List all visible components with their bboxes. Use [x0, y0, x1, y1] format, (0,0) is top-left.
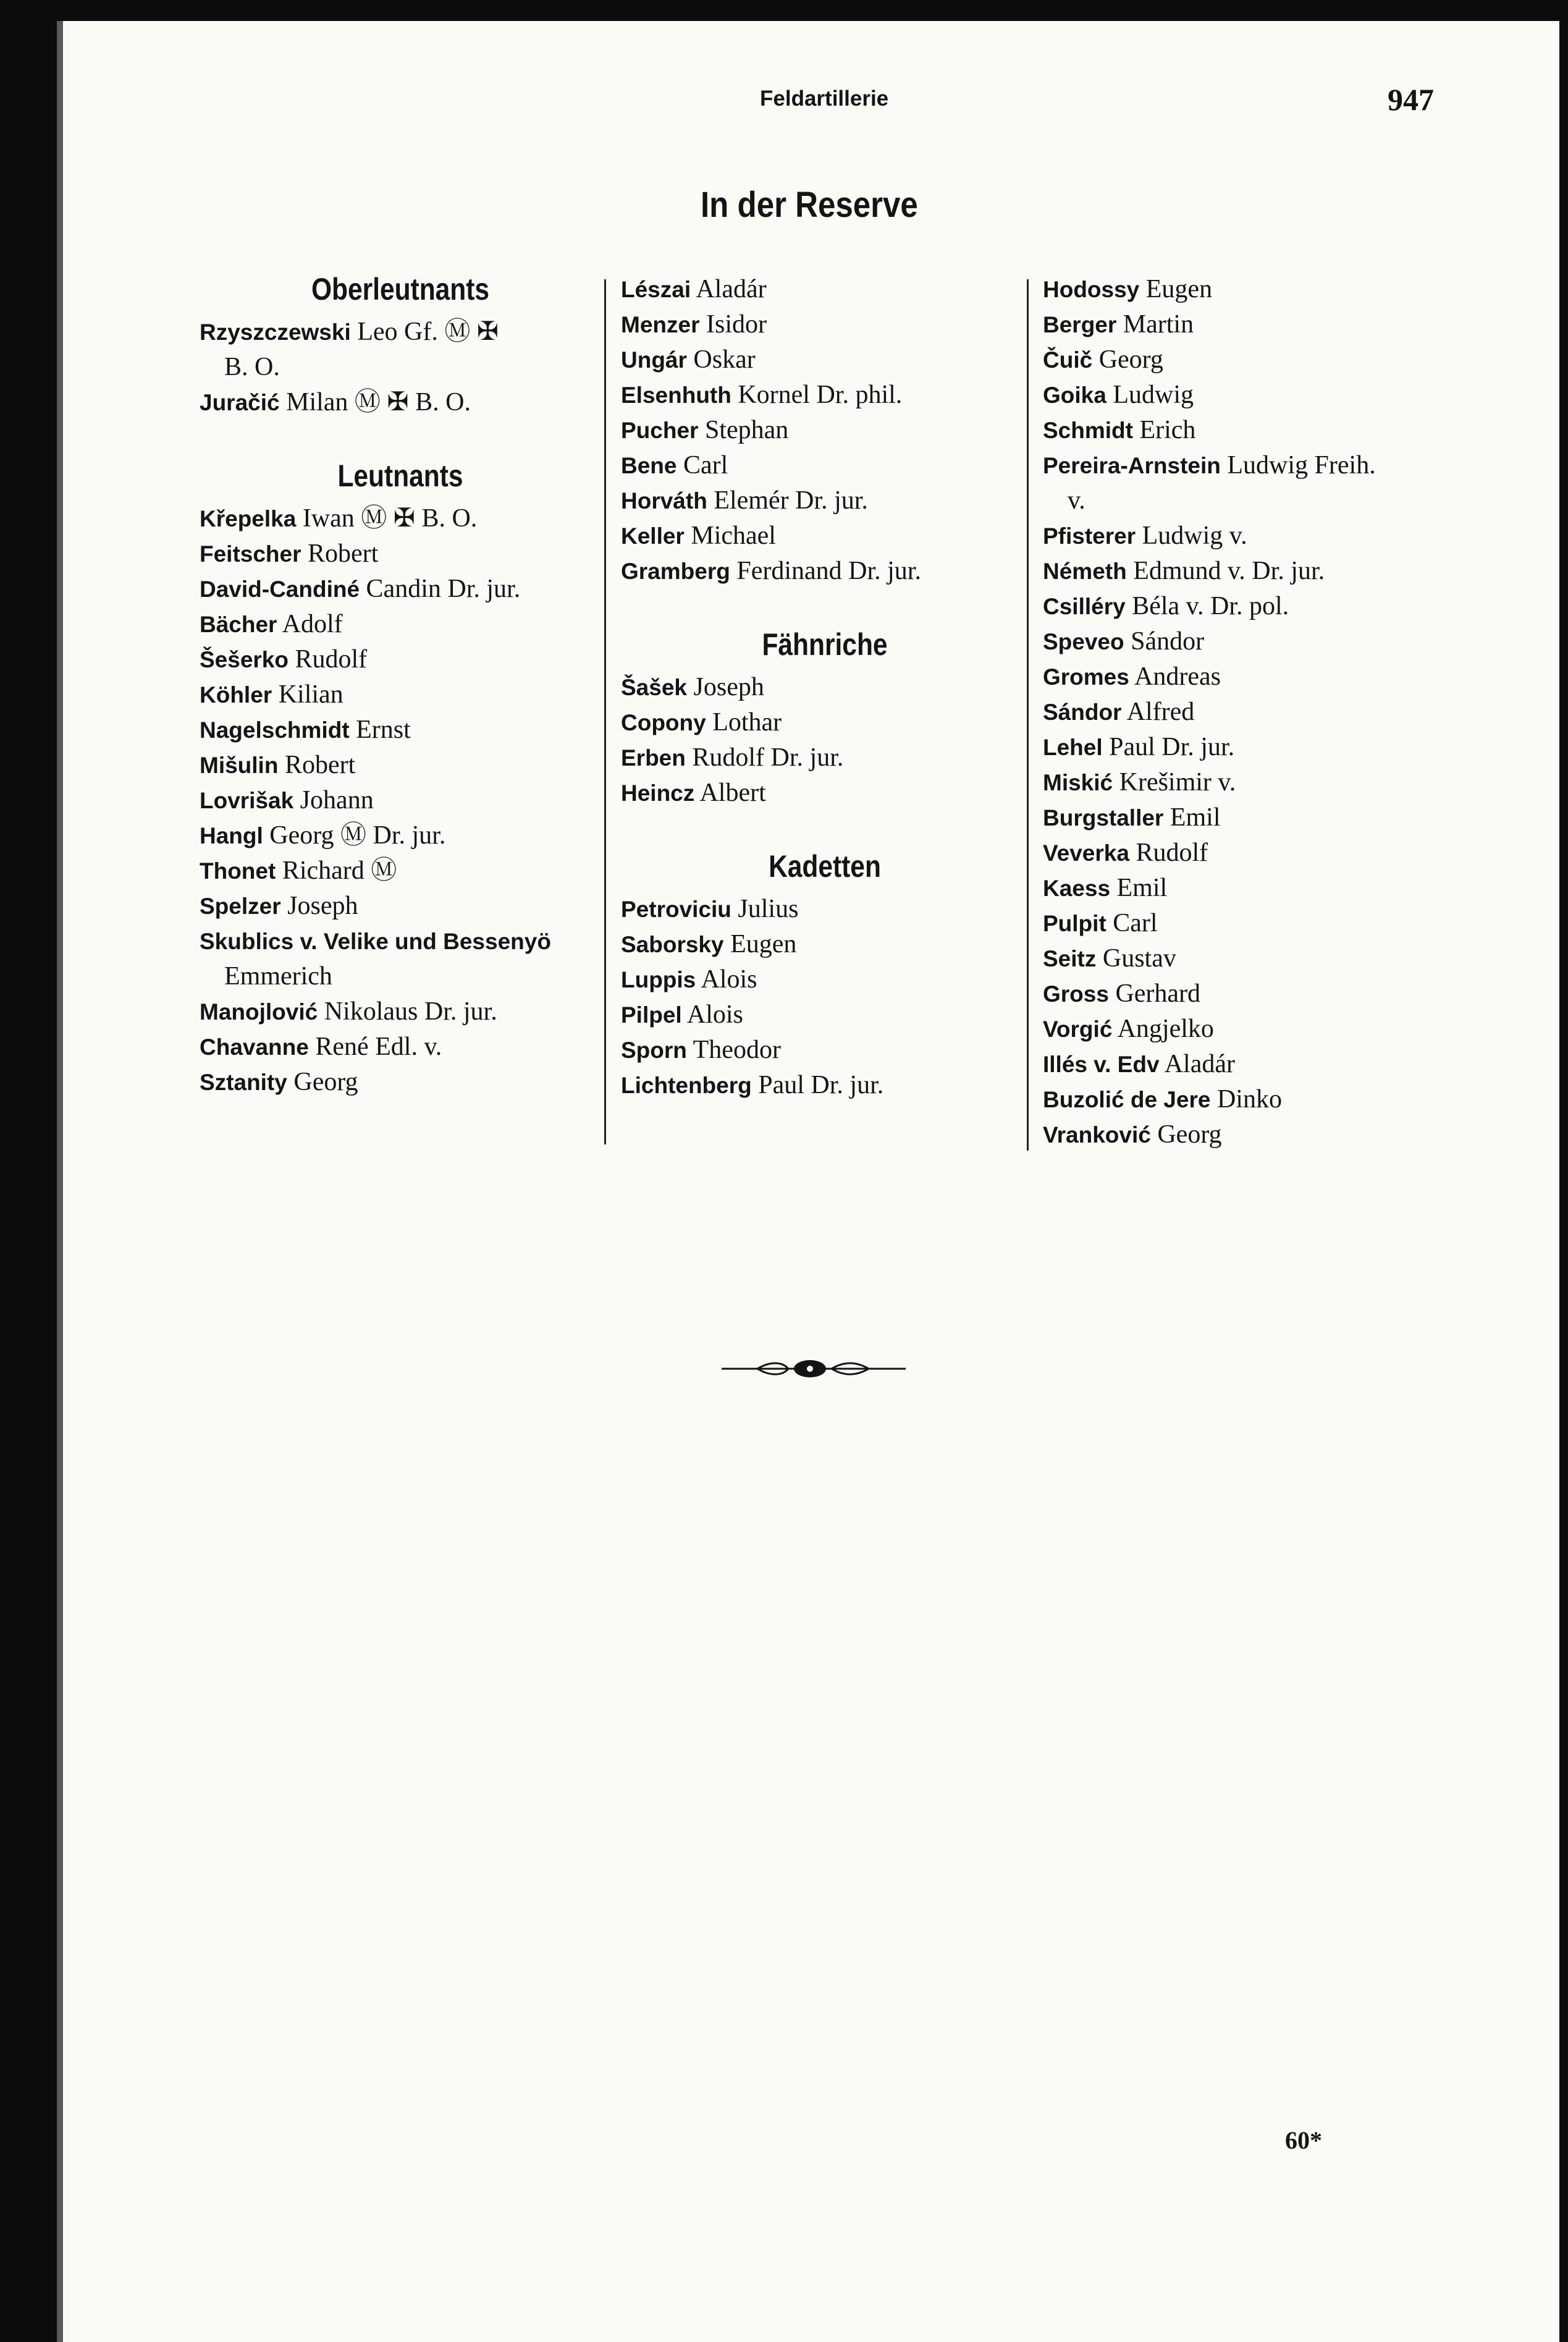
entry-surname: Burgstaller: [1043, 805, 1164, 831]
entry-given-name: Stephan: [704, 416, 789, 444]
entry-given-name: Ludwig Freih.: [1227, 451, 1376, 480]
entry-given-name: Isidor: [706, 310, 767, 339]
entry-surname: Elsenhuth: [621, 383, 731, 408]
list-entry: [621, 705, 1029, 740]
entry-surname: Gross: [1043, 981, 1109, 1007]
entry-surname: Bene: [621, 453, 677, 478]
entry-surname: Miskić: [1043, 770, 1113, 795]
entry-given-name: Theodor: [693, 1036, 781, 1064]
column-3: [1043, 272, 1457, 1152]
entry-surname: Thonet: [200, 858, 276, 884]
list-entry: [200, 315, 601, 350]
entry-given-name: Paul Dr. jur.: [758, 1071, 884, 1099]
list-entry: [621, 342, 1029, 378]
list-entry: [200, 501, 601, 536]
entry-given-name: Martin: [1123, 310, 1194, 339]
entry-surname: Köhler: [200, 682, 272, 708]
entry-given-name: Emil: [1116, 874, 1168, 902]
list-entry: [200, 994, 601, 1029]
entry-given-name: Gustav: [1102, 944, 1176, 973]
entry-surname: Feitscher: [200, 541, 301, 567]
entry-given-name: Eugen: [730, 930, 797, 958]
entry-given-name: Erich: [1139, 416, 1196, 444]
list-entry: [621, 997, 1029, 1033]
rank-heading: Kadetten: [769, 849, 881, 884]
list-entry: [621, 892, 1029, 927]
list-entry: [621, 776, 1029, 811]
entry-given-name: B. O.: [224, 353, 280, 381]
entry-given-name: Georg: [293, 1068, 358, 1096]
entry-surname: Heincz: [621, 780, 695, 806]
entry-surname: Skublics v. Velike und Bessenyö: [200, 929, 551, 954]
entry-given-name: Albert: [699, 779, 766, 807]
entry-surname: Hangl: [200, 823, 263, 848]
column-2: [621, 272, 1029, 1103]
entry-given-name: Ferdinand Dr. jur.: [736, 557, 921, 585]
entry-given-name: Emil: [1170, 803, 1221, 832]
entry-surname: Gromes: [1043, 664, 1129, 690]
entry-given-name: Julius: [738, 895, 799, 923]
list-entry: [1043, 483, 1457, 518]
entry-given-name: René Edl. v.: [315, 1033, 442, 1061]
list-entry: [1043, 272, 1457, 307]
list-entry: [200, 536, 601, 572]
list-entry: [1043, 624, 1457, 659]
entry-given-name: Ernst: [356, 716, 411, 744]
entry-surname: Pereira-Arnstein: [1043, 453, 1221, 478]
entry-given-name: Rudolf Dr. jur.: [692, 743, 844, 772]
list-entry: [1043, 448, 1457, 483]
entry-given-name: Leo Gf. Ⓜ ✠: [357, 318, 499, 346]
scan-border-right: [1559, 0, 1568, 2342]
entry-given-name: Milan Ⓜ ✠ B. O.: [286, 388, 471, 416]
list-entry: [621, 962, 1029, 997]
list-entry: [200, 748, 601, 783]
entry-surname: Sztanity: [200, 1070, 287, 1095]
entry-given-name: Edmund v. Dr. jur.: [1133, 557, 1325, 585]
entry-given-name: Johann: [300, 786, 374, 814]
list-entry: [200, 607, 601, 642]
list-entry: [200, 712, 601, 748]
list-entry: [1043, 1047, 1457, 1082]
entry-given-name: Eugen: [1145, 275, 1213, 303]
entry-given-name: Elemér Dr. jur.: [714, 486, 868, 515]
list-entry: [1043, 835, 1457, 871]
entry-surname: Sporn: [621, 1038, 687, 1063]
list-entry: [621, 554, 1029, 589]
entry-given-name: Gerhard: [1115, 979, 1201, 1008]
entry-given-name: Rudolf: [1136, 839, 1208, 867]
list-entry: [621, 272, 1029, 307]
entry-surname: Lehel: [1043, 735, 1103, 760]
list-entry: [200, 959, 601, 994]
entry-surname: Berger: [1043, 312, 1117, 337]
entry-given-name: Kilian: [278, 680, 344, 709]
list-entry: [1043, 1012, 1457, 1047]
list-entry: [621, 483, 1029, 518]
entry-given-name: Ludwig v.: [1142, 522, 1247, 550]
entry-surname: Křepelka: [200, 506, 297, 531]
entry-given-name: Georg: [1098, 345, 1163, 374]
entry-surname: Sándor: [1043, 700, 1122, 725]
entry-given-name: Aladár: [696, 275, 767, 303]
entry-surname: Lichtenberg: [621, 1073, 752, 1098]
entry-given-name: Robert: [284, 751, 356, 779]
entry-surname: Gramberg: [621, 559, 730, 584]
entry-surname: Erben: [621, 745, 686, 771]
list-entry: [1043, 518, 1457, 554]
entry-given-name: Georg Ⓜ Dr. jur.: [269, 821, 446, 850]
entry-given-name: Iwan Ⓜ ✠ B. O.: [302, 504, 478, 533]
entry-given-name: Emmerich: [224, 962, 332, 991]
entry-surname: Buzolić de Jere: [1043, 1087, 1211, 1112]
list-entry: [621, 413, 1029, 448]
list-entry: [1043, 589, 1457, 624]
entry-surname: Vranković: [1043, 1122, 1151, 1148]
list-entry: [200, 853, 601, 889]
entry-surname: Juračić: [200, 390, 280, 415]
entry-surname: Ungár: [621, 347, 687, 373]
list-entry: [621, 448, 1029, 483]
list-entry: [1043, 378, 1457, 413]
entry-surname: Vorgić: [1043, 1017, 1113, 1042]
entry-given-name: Michael: [691, 522, 776, 550]
rank-heading: Leutnants: [337, 459, 463, 493]
list-entry: [621, 740, 1029, 776]
rank-heading: Oberleutnants: [311, 272, 490, 306]
column-1: [200, 272, 601, 1100]
list-entry: [1043, 554, 1457, 589]
list-entry: [200, 818, 601, 853]
entry-surname: David-Candiné: [200, 577, 360, 602]
entry-surname: Luppis: [621, 967, 696, 992]
entry-surname: Petroviciu: [621, 897, 731, 922]
entry-surname: Horváth: [621, 488, 707, 514]
list-entry: [621, 378, 1029, 413]
scan-border-top: [0, 0, 1568, 21]
entry-given-name: Alois: [686, 1000, 743, 1029]
entry-surname: Chavanne: [200, 1034, 309, 1060]
list-entry: [200, 924, 601, 959]
entry-given-name: Rudolf: [295, 645, 368, 674]
entry-surname: Hodossy: [1043, 277, 1140, 302]
signature-mark: 60*: [1285, 2126, 1322, 2154]
entry-given-name: Joseph: [693, 673, 764, 701]
entry-surname: Veverka: [1043, 840, 1129, 866]
entry-surname: Nagelschmidt: [200, 717, 350, 743]
entry-given-name: Angjelko: [1117, 1015, 1214, 1043]
entry-given-name: Candin Dr. jur.: [366, 575, 521, 603]
list-entry: [621, 1068, 1029, 1103]
list-entry: [200, 1065, 601, 1100]
entry-surname: Šešerko: [200, 647, 289, 672]
scan-border-left: [0, 0, 57, 2342]
ornament-divider: [720, 1356, 918, 1381]
list-entry: [200, 783, 601, 818]
entry-given-name: Carl: [1113, 909, 1158, 937]
list-entry: [1043, 413, 1457, 448]
entry-surname: Copony: [621, 710, 706, 735]
list-entry: [1043, 765, 1457, 800]
list-entry: [200, 385, 601, 420]
list-entry: [1043, 906, 1457, 941]
list-entry: [1043, 730, 1457, 765]
entry-surname: Lészai: [621, 277, 691, 302]
list-entry: [1043, 1082, 1457, 1117]
entry-surname: Németh: [1043, 559, 1127, 584]
entry-given-name: Dinko: [1216, 1085, 1282, 1114]
entry-given-name: Adolf: [282, 610, 343, 638]
entry-surname: Schmidt: [1043, 418, 1133, 443]
list-entry: [621, 518, 1029, 554]
entry-given-name: Alfred: [1126, 698, 1195, 726]
list-entry: [1043, 695, 1457, 730]
entry-given-name: Alois: [701, 965, 757, 994]
list-entry: [1043, 800, 1457, 835]
entry-given-name: Richard Ⓜ: [282, 856, 397, 885]
list-entry: [200, 350, 601, 385]
list-entry: [1043, 659, 1457, 695]
entry-surname: Kaess: [1043, 876, 1111, 901]
list-entry: [621, 670, 1029, 705]
list-entry: [1043, 1117, 1457, 1152]
list-entry: [1043, 307, 1457, 342]
entry-surname: Mišulin: [200, 753, 279, 778]
list-entry: [621, 927, 1029, 962]
entry-given-name: Ludwig: [1113, 381, 1194, 409]
entry-surname: Csilléry: [1043, 594, 1126, 619]
list-entry: [200, 677, 601, 712]
entry-surname: Šašek: [621, 675, 687, 700]
list-entry: [200, 1029, 601, 1065]
entry-given-name: Joseph: [287, 892, 358, 920]
list-entry: [1043, 871, 1457, 906]
running-head: Feldartillerie: [760, 87, 889, 111]
entry-surname: Pfisterer: [1043, 523, 1136, 549]
rank-heading: Fähnriche: [762, 627, 888, 662]
entry-given-name: Béla v. Dr. pol.: [1132, 592, 1289, 620]
entry-surname: Saborsky: [621, 932, 724, 957]
entry-surname: Seitz: [1043, 946, 1097, 971]
entry-surname: Menzer: [621, 312, 700, 337]
column-divider-1: [604, 279, 606, 1144]
entry-surname: Lovrišak: [200, 788, 294, 813]
entry-surname: Goika: [1043, 383, 1106, 408]
list-entry: [1043, 342, 1457, 378]
entry-surname: Spelzer: [200, 894, 281, 919]
entry-given-name: Aladár: [1164, 1050, 1235, 1078]
entry-given-name: Kornel Dr. phil.: [738, 381, 903, 409]
list-entry: [1043, 941, 1457, 976]
entry-surname: Pilpel: [621, 1002, 682, 1028]
entry-given-name: Georg: [1157, 1120, 1222, 1149]
entry-given-name: Nikolaus Dr. jur.: [324, 997, 497, 1026]
entry-surname: Manojlović: [200, 999, 318, 1025]
column-divider-2: [1027, 279, 1029, 1151]
entry-surname: Bächer: [200, 612, 277, 637]
entry-given-name: v.: [1068, 486, 1085, 515]
entry-given-name: Oskar: [693, 345, 756, 374]
list-entry: [200, 572, 601, 607]
section-title: In der Reserve: [701, 185, 918, 225]
entry-given-name: Krešimir v.: [1119, 768, 1236, 797]
entry-surname: Pucher: [621, 418, 699, 443]
page-number: 947: [1388, 82, 1434, 117]
entry-surname: Illés v. Edv: [1043, 1052, 1160, 1077]
entry-given-name: Robert: [308, 539, 379, 568]
entry-given-name: Andreas: [1134, 662, 1221, 691]
list-entry: [621, 307, 1029, 342]
entry-given-name: Paul Dr. jur.: [1109, 733, 1235, 761]
entry-surname: Speveo: [1043, 629, 1124, 654]
entry-given-name: Carl: [683, 451, 728, 480]
entry-given-name: Sándor: [1131, 627, 1205, 656]
entry-surname: Čuič: [1043, 347, 1093, 373]
entry-surname: Keller: [621, 523, 685, 549]
list-entry: [200, 642, 601, 677]
entry-given-name: Lothar: [712, 708, 782, 737]
scan-border-left-shadow: [57, 21, 63, 2342]
list-entry: [1043, 976, 1457, 1012]
entry-surname: Rzyszczewski: [200, 319, 351, 345]
list-entry: [200, 889, 601, 924]
entry-surname: Pulpit: [1043, 911, 1106, 936]
list-entry: [621, 1033, 1029, 1068]
